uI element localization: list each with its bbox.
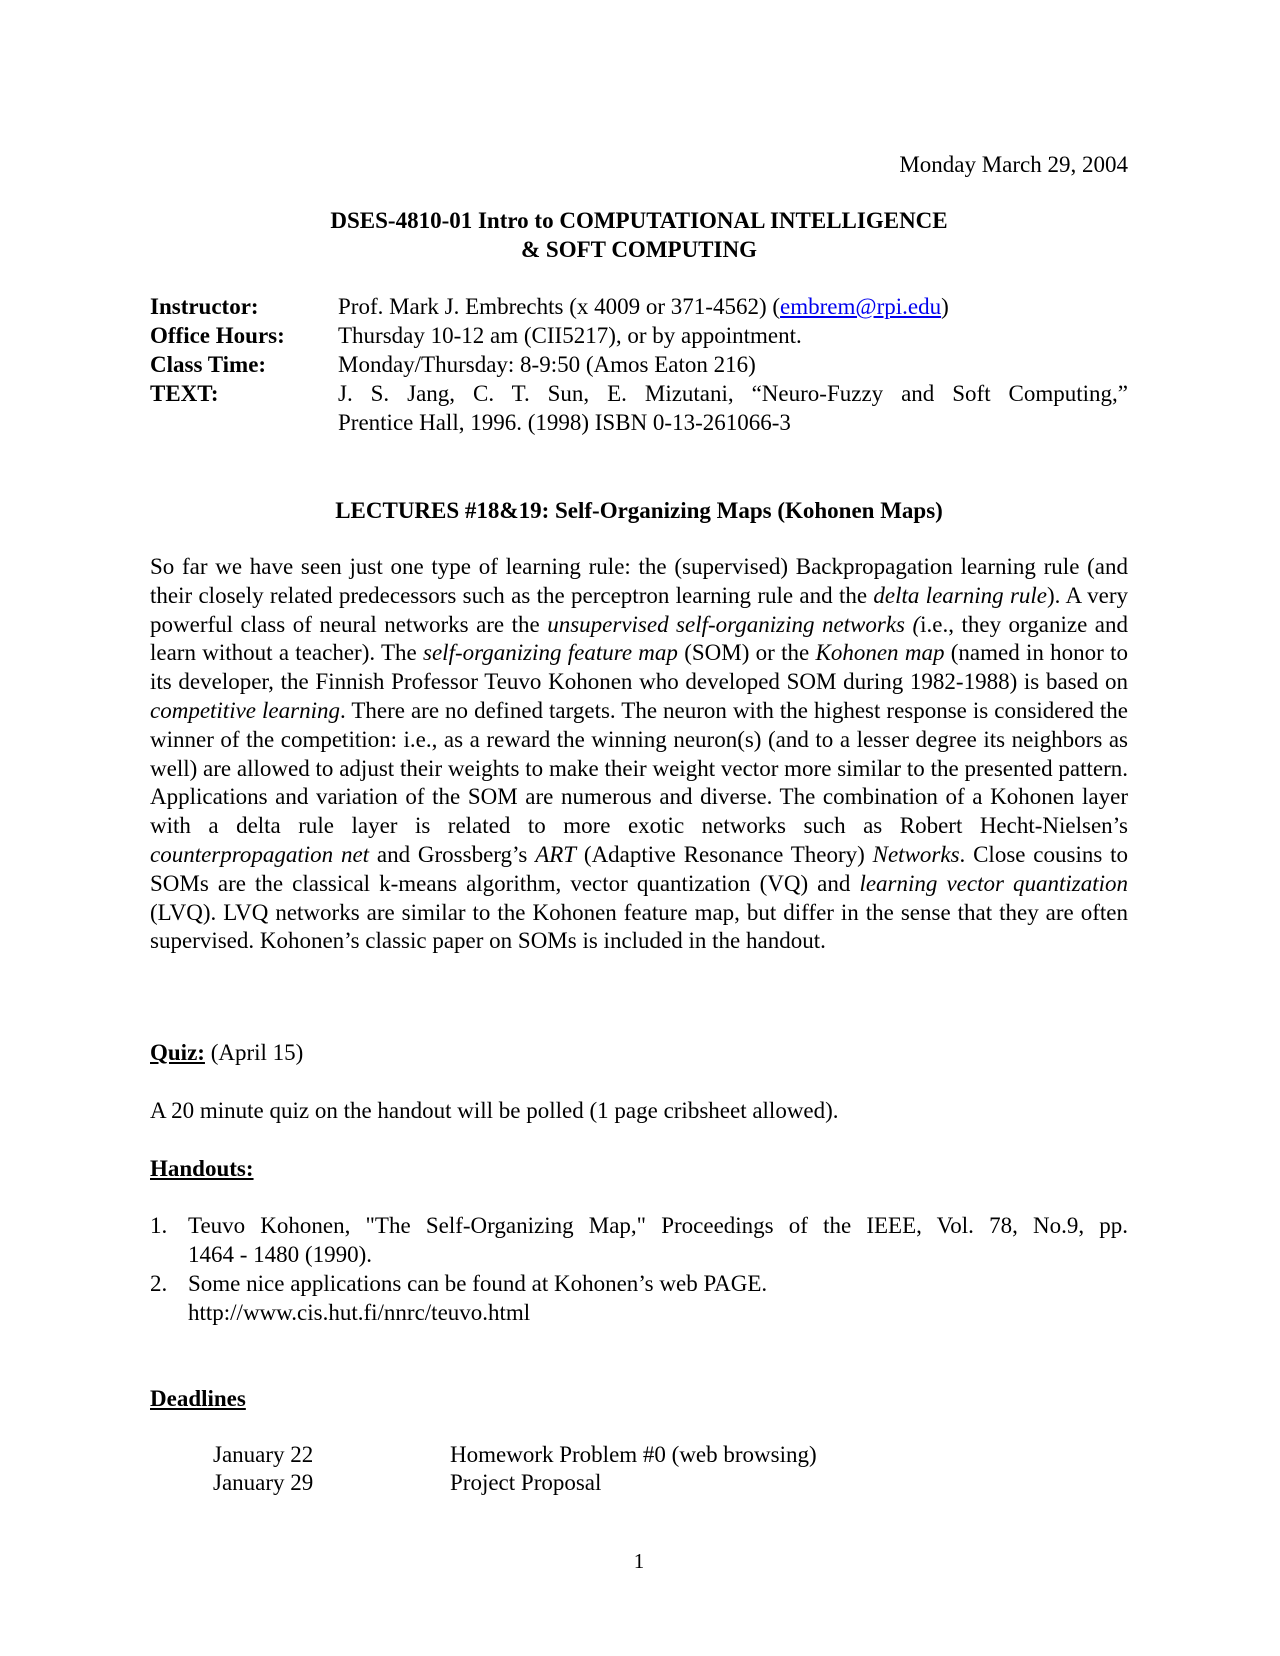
list-item xyxy=(150,1269,1128,1327)
document-date: Monday March 29, 2004 xyxy=(899,152,1128,177)
quiz-line xyxy=(150,1038,303,1068)
instructor-label: Instructor: xyxy=(150,294,259,319)
italic-competitive-learning: competitive learning xyxy=(150,697,340,723)
paragraph-part-7: and Grossberg’s xyxy=(369,841,536,867)
text-row xyxy=(150,379,1128,437)
lecture-paragraph xyxy=(150,553,1128,956)
deadlines-heading: Deadlines xyxy=(150,1386,246,1411)
paragraph-part-3: i.e., they organize and learn without a teacher). The xyxy=(150,611,1128,666)
office-hours-label: Office Hours: xyxy=(150,323,285,348)
paragraph-part-9: . Close cousins to SOMs are the classical k-means algorithm, vector quantization (VQ) and xyxy=(150,841,1129,896)
course-title xyxy=(150,206,1128,264)
italic-art: ART xyxy=(535,841,577,867)
instructor-name: Prof. Mark J. Embrechts (x 4009 or 371-4562) ( xyxy=(338,294,781,319)
text-value-line-1: J. S. Jang, C. T. Sun, E. Mizutani, “Neuro-Fuzzy and Soft Computing,” xyxy=(338,381,1128,406)
course-info-block xyxy=(150,292,1128,437)
italic-networks: Networks xyxy=(872,841,960,867)
list-item-line-1: Some nice applications can be found at Kohonen’s web PAGE. xyxy=(188,1271,768,1296)
class-time-row xyxy=(150,350,1128,379)
lecture-title: LECTURES #18&19: Self-Organizing Maps (Kohonen Maps) xyxy=(335,498,943,523)
italic-unsupervised-networks: unsupervised self-organizing networks ( xyxy=(547,611,921,637)
deadline-date: January 22 xyxy=(213,1442,314,1467)
text-value-line-2: Prentice Hall, 1996. (1998) ISBN 0-13-261066-3 xyxy=(338,410,791,435)
instructor-close-paren: ) xyxy=(941,294,949,319)
deadline-date: January 29 xyxy=(213,1470,314,1495)
list-item-text xyxy=(188,1269,1128,1327)
deadline-task: Homework Problem #0 (web browsing) xyxy=(450,1442,817,1467)
handouts-list xyxy=(150,1211,1128,1327)
italic-delta-learning-rule: delta learning rule xyxy=(873,582,1047,608)
course-title-line-2: & SOFT COMPUTING xyxy=(521,237,757,262)
paragraph-part-4: (SOM) or the xyxy=(677,640,816,666)
paragraph-part-1: So far we have seen just one type of learning rule: the (supervised) Backpropagation learning rule (and their closely related predecessors such as the perceptron learning rule and the xyxy=(150,554,1128,608)
deadlines-table xyxy=(213,1441,817,1497)
office-hours-value: Thursday 10-12 am (CII5217), or by appointment. xyxy=(338,323,802,348)
instructor-value xyxy=(338,292,1128,321)
office-hours-row xyxy=(150,321,1128,350)
quiz-heading: Quiz: xyxy=(150,1040,205,1065)
list-item-number: 2. xyxy=(150,1271,168,1296)
italic-self-organizing-feature-map: self-organizing feature map xyxy=(423,640,678,666)
document-page xyxy=(150,0,1128,1656)
italic-learning-vector-quantization: learning vector quantization xyxy=(859,870,1128,896)
class-time-label: Class Time: xyxy=(150,352,267,377)
kohonen-web-url[interactable]: http://www.cis.hut.fi/nnrc/teuvo.html xyxy=(188,1300,531,1325)
course-title-line-1: DSES-4810-01 Intro to COMPUTATIONAL INTELLIGENCE xyxy=(330,208,948,233)
list-item-number: 1. xyxy=(150,1213,168,1238)
quiz-date: (April 15) xyxy=(204,1040,304,1065)
italic-counterpropagation-net: counterpropagation net xyxy=(150,841,370,867)
paragraph-part-5: (named in honor to its developer, the Finnish Professor Teuvo Kohonen who developed SOM during 1982-1988) is based on xyxy=(150,640,1128,695)
text-label: TEXT: xyxy=(150,381,219,406)
list-item-line-2: 1464 - 1480 (1990). xyxy=(188,1242,372,1267)
deadline-task: Project Proposal xyxy=(450,1470,602,1495)
paragraph-part-10: (LVQ). LVQ networks are similar to the Kohonen feature map, but differ in the sense that they are often supervised. Kohonen’s classic paper on SOMs is included in the handout. xyxy=(150,899,1128,954)
deadline-row xyxy=(213,1469,817,1497)
instructor-email-link[interactable]: embrem@rpi.edu xyxy=(780,294,942,319)
list-item-line-1: Teuvo Kohonen, "The Self-Organizing Map," Proceedings of the IEEE, Vol. 78, No.9, pp. xyxy=(188,1213,1128,1238)
deadline-row xyxy=(213,1441,817,1469)
list-item-text xyxy=(188,1211,1128,1269)
paragraph-part-6: . There are no defined targets. The neuron with the highest response is considered the winner of the competition: i.e., as a reward the winning neuron(s) (and to a lesser degree its neighbors as well) are allowed to adjust their weights to make their weight vector more similar to the presented pattern. Applications and variation of the SOM are numerous and diverse. The combination of a Kohonen layer with a delta rule layer is related to more exotic networks such as Robert Hecht-Nielsen’s xyxy=(150,697,1128,839)
paragraph-part-8: (Adaptive Resonance Theory) xyxy=(576,841,873,867)
text-value xyxy=(338,379,1128,437)
list-item xyxy=(150,1211,1128,1269)
handouts-heading: Handouts: xyxy=(150,1156,254,1181)
instructor-row xyxy=(150,292,1128,321)
paragraph-part-2: ). A very powerful class of neural networks are the xyxy=(150,582,1128,637)
quiz-description: A 20 minute quiz on the handout will be polled (1 page cribsheet allowed). xyxy=(150,1098,839,1123)
italic-kohonen-map: Kohonen map xyxy=(815,640,945,666)
class-time-value: Monday/Thursday: 8-9:50 (Amos Eaton 216) xyxy=(338,352,756,377)
page-number: 1 xyxy=(633,1549,645,1573)
